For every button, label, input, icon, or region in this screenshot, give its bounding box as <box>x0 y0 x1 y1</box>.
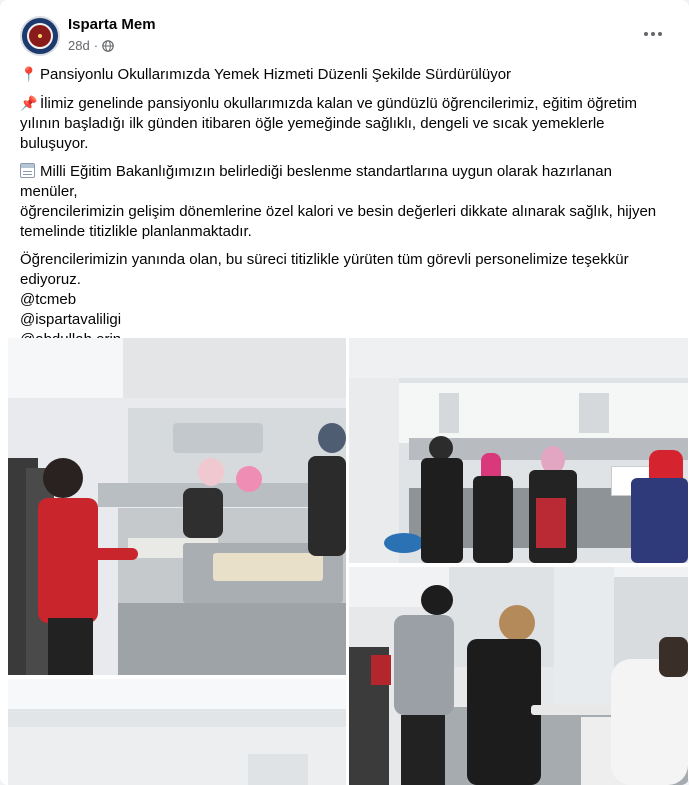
more-options-icon[interactable] <box>639 22 667 46</box>
post-meta <box>68 38 114 53</box>
calendar-icon <box>20 163 35 178</box>
title-text: Pansiyonlu Okullarımızda Yemek Hizmeti Düzenli Şekilde Sürdürülüyor <box>40 66 512 83</box>
photo-grid <box>8 338 688 785</box>
pushpin-icon: 📌 <box>20 95 38 111</box>
paragraph-text: ediyoruz. <box>20 271 81 288</box>
paragraph-2 <box>20 162 671 242</box>
round-pushpin-icon: 📍 <box>20 66 38 82</box>
paragraph-text: temelinde titizlikle planlanmaktadır. <box>20 223 252 240</box>
author-name[interactable]: Isparta Mem <box>68 16 156 33</box>
paragraph-1 <box>20 93 671 154</box>
photo-students-trays[interactable] <box>349 567 688 785</box>
mention-link[interactable]: @tcmeb <box>20 291 77 308</box>
post-title <box>20 64 671 85</box>
post-header <box>18 14 677 58</box>
meta-separator: · <box>93 38 99 53</box>
paragraph-text: Milli Eğitim Bakanlığımızın belirlediği beslenme standartlarına uygun olarak hazırlanan menüler, <box>20 163 612 200</box>
mention-link[interactable]: @ispartavaliligi <box>20 311 122 328</box>
globe-icon <box>102 40 114 52</box>
paragraph-text: yılının başladığı ilk günden itibaren öğle yemeğinde sağlıklı, dengeli ve sıcak yemeklerle buluşuyor. <box>20 115 605 152</box>
paragraph-text: öğrencilerimizin gelişim dönemlerine özel kalori ve besin değerleri dikkate alınarak sağlık, hijyen <box>20 203 657 220</box>
photo-serving-line[interactable] <box>8 338 346 675</box>
post-time[interactable]: 28d <box>68 38 90 53</box>
photo-dining-hall[interactable] <box>8 679 346 785</box>
post-body <box>20 64 671 370</box>
photo-kitchen-staff[interactable] <box>349 338 688 563</box>
logo-emblem <box>27 23 53 49</box>
avatar[interactable] <box>20 16 60 56</box>
paragraph-text: Öğrencilerimizin yanında olan, bu süreci titizlikle yürüten tüm görevli personelimize teşekkür <box>20 251 629 268</box>
paragraph-text: İlimiz genelinde pansiyonlu okullarımızda kalan ve gündüzlü öğrencilerimiz, eğitim öğretim <box>40 95 637 112</box>
